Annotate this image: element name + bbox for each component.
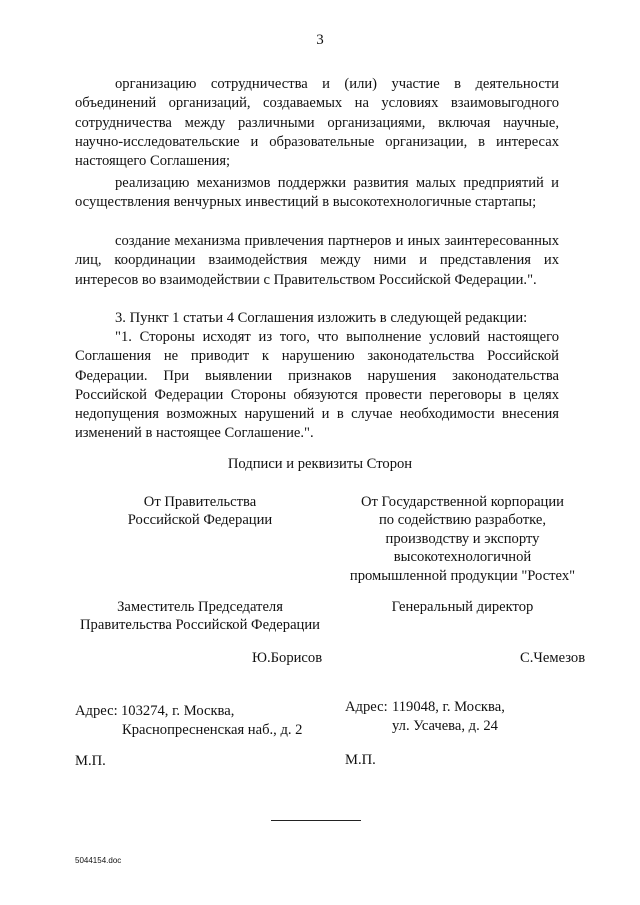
right-position-line: Генеральный директор (391, 599, 534, 615)
document-id: 5044154.doc (75, 856, 122, 865)
right-address-line: 119048, г. Москва, (392, 699, 505, 715)
paragraph-venture: реализацию механизмов поддержки развития малых предприятий и осуществления венчурных инвестиций в высокотехнологичные стартапы; (75, 175, 559, 211)
right-signatory: С.Чемезов (520, 650, 586, 666)
left-position-line: Заместитель Председателя (117, 599, 283, 615)
right-party-line: по содействию разработке, (378, 512, 546, 529)
left-party-line: От Правительства (143, 494, 257, 510)
paragraph-clause-1: "1. Стороны исходят из того, что выполнение условий настоящего Соглашения не приводит к нарушению законодательства Российской Федерации. При выявлении признаков нарушения законодательства Российской Федерации Стороны обязуются провести переговоры в целях недопущения возможных нарушений и в случае необходимости внесения изменений в настоящее Соглашение.". (75, 329, 559, 442)
right-party-position (360, 598, 565, 616)
left-address-line: 103274, г. Москва, (121, 703, 235, 719)
right-party-name (340, 493, 585, 585)
right-party-line: высокотехнологичной (393, 549, 532, 566)
right-seal: М.П. (345, 752, 376, 768)
left-party-line: Российской Федерации (127, 512, 273, 529)
left-position-line: Правительства Российской Федерации (80, 617, 320, 634)
paragraph-cooperation: организацию сотрудничества и (или) участие в деятельности объединений организаций, создаваемых на условиях взаимовыгодного сотрудничества между различными организациями, включая научные, научно-исследовательские и образовательные организации, в интересах настоящего Соглашения; (75, 76, 559, 170)
footer-divider (271, 820, 361, 821)
right-party-line: От Государственной корпорации (360, 494, 564, 510)
right-party-line: производству и экспорту (385, 530, 540, 547)
left-address-label: Адрес: (75, 703, 118, 719)
left-address-line: Краснопресненская наб., д. 2 (122, 722, 303, 738)
paragraph-partners: создание механизма привлечения партнеров и иных заинтересованных лиц, координации взаимодействия между ними и представления их интересов во взаимодействии с Правительством Российской Федерации.". (75, 233, 559, 288)
left-signatory: Ю.Борисов (252, 650, 323, 666)
page-number: 3 (316, 32, 324, 48)
left-seal: М.П. (75, 753, 106, 769)
right-party-line: промышленной продукции "Ростех" (349, 567, 576, 584)
signatures-heading: Подписи и реквизиты Сторон (227, 456, 413, 472)
right-address-line: ул. Усачева, д. 24 (392, 718, 498, 734)
left-party-position (70, 598, 330, 635)
paragraph-article-4: 3. Пункт 1 статьи 4 Соглашения изложить в следующей редакции: (115, 310, 528, 326)
left-party-name (80, 493, 320, 530)
right-address-label: Адрес: (345, 699, 388, 715)
